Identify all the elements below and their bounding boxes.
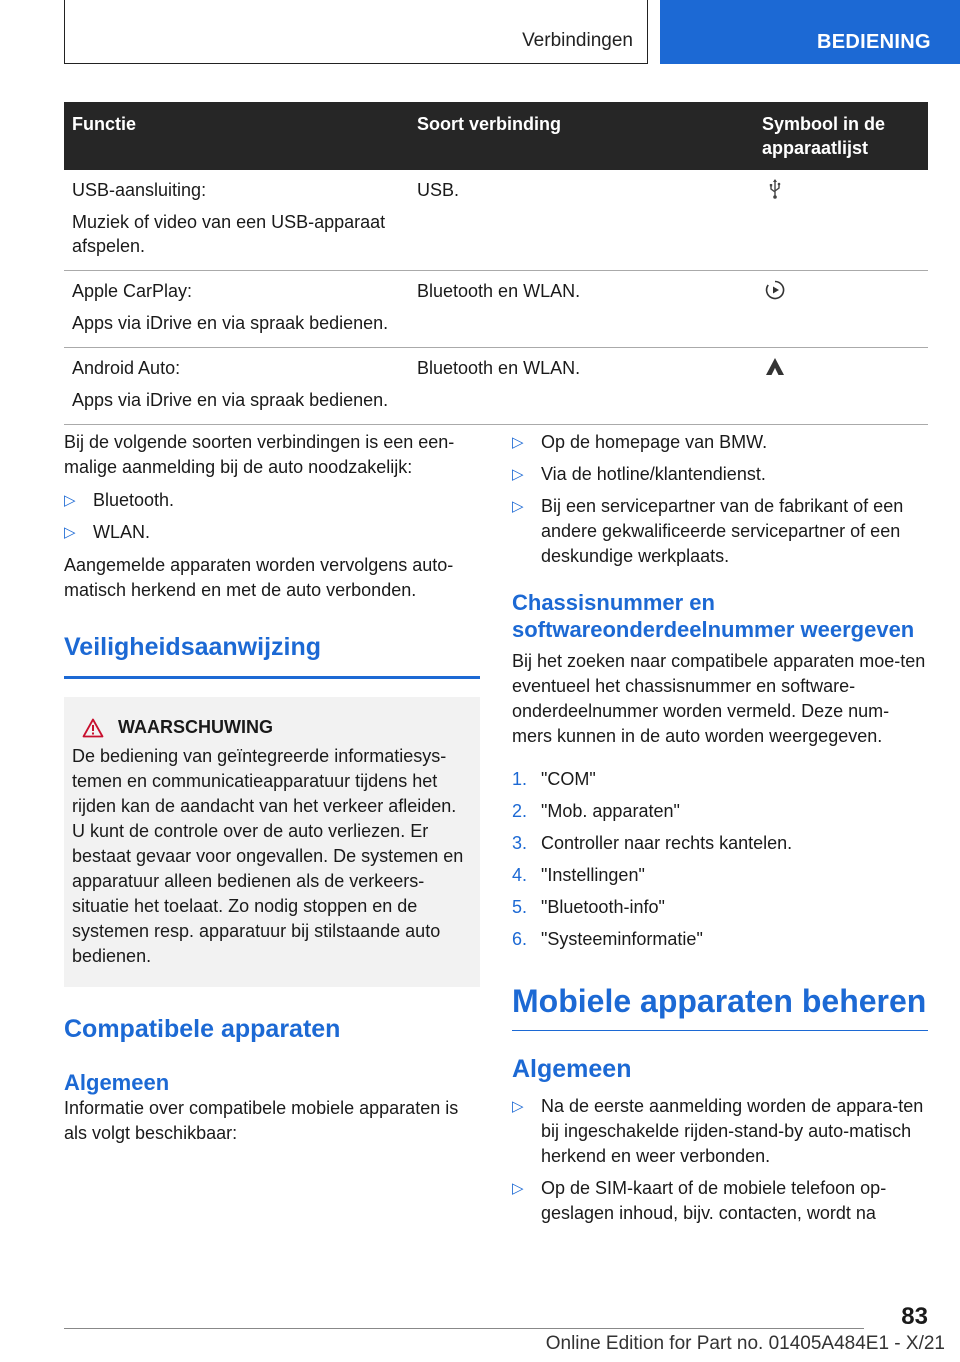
- header-section-box: [64, 0, 648, 64]
- list-item-text: Bluetooth.: [93, 490, 175, 510]
- list-item: [512, 895, 928, 920]
- chassis-paragraph: Bij het zoeken naar compatibele apparaten moe-ten eventueel het chassisnummer en software-onderdeelnummer worden vermeld. Deze num-mers kunnen in de auto worden weergegeven.: [512, 651, 926, 746]
- warning-text: De bediening van geïntegreerde informatiesys-temen en communicatieapparatuur tijdens het rijden kan de aandacht van het verkeer afleiden. U kunt de controle over de auto verliezen. Er bestaat gevaar voor ongevallen. De systemen en apparatuur alleen bedienen als de verkeers-situatie het toelaat. Zo nodig stoppen en de systemen resp. apparatuur bij stilstaande auto bedienen.: [72, 746, 464, 966]
- list-item: [512, 863, 928, 888]
- list-item: [512, 767, 928, 792]
- compat-heading: Compatibele apparaten: [64, 1015, 341, 1043]
- list-item: [512, 927, 928, 952]
- triangle-bullet-icon: ▷: [512, 1180, 524, 1197]
- table-cell-symbol: [754, 271, 928, 348]
- footer-divider: [64, 1328, 864, 1329]
- step-text: Controller naar rechts kantelen.: [541, 833, 793, 853]
- table-header-cell: Soort verbinding: [409, 102, 754, 170]
- header-chapter-title: BEDIENING: [817, 31, 931, 53]
- step-text: "Mob. apparaten": [541, 801, 680, 821]
- manage-heading: Mobiele apparaten beheren: [512, 982, 928, 1031]
- table-header-cell: Symbool in de apparaatlijst: [754, 102, 928, 170]
- table-cell-function: [64, 348, 409, 425]
- triangle-bullet-icon: ▷: [512, 434, 524, 451]
- list-item: [512, 831, 928, 856]
- header-section-title: Verbindingen: [522, 30, 633, 51]
- table-cell-type: Bluetooth en WLAN.: [409, 348, 754, 425]
- warning-box: [64, 697, 480, 987]
- list-item: [512, 462, 928, 487]
- step-number: 1.: [512, 769, 528, 789]
- info-source-list: [512, 430, 928, 569]
- triangle-bullet-icon: ▷: [64, 524, 76, 541]
- list-item: [512, 430, 928, 455]
- triangle-bullet-icon: ▷: [64, 492, 76, 509]
- carplay-icon: [764, 279, 786, 301]
- triangle-bullet-icon: ▷: [512, 466, 524, 483]
- table-header-row: [64, 102, 928, 170]
- list-item: [64, 488, 480, 513]
- step-text: "COM": [541, 769, 596, 789]
- chassis-heading: Chassisnummer en softwareonderdeelnummer weergeven: [512, 590, 915, 642]
- manage-general-heading: Algemeen: [512, 1055, 632, 1083]
- intro-paragraph: Bij de volgende soorten verbindingen is een een-malige aanmelding bij de auto noodzakelijk:: [64, 432, 455, 477]
- step-text: "Systeeminformatie": [541, 929, 703, 949]
- table-row: [64, 348, 928, 425]
- table-cell-function: [64, 170, 409, 271]
- table-header-cell: Functie: [64, 102, 409, 170]
- table-row: [64, 271, 928, 348]
- connection-table: [64, 102, 928, 425]
- general-heading: Algemeen: [64, 1070, 170, 1095]
- manage-list: [512, 1094, 928, 1226]
- function-desc: Apps via iDrive en via spraak bedienen.: [72, 313, 389, 333]
- footer-edition: Online Edition for Part no. 01405A484E1 - X/21: [545, 1333, 945, 1354]
- steps-list: [512, 767, 928, 952]
- list-item-text: WLAN.: [93, 522, 151, 542]
- table-cell-function: [64, 271, 409, 348]
- table-cell-type: Bluetooth en WLAN.: [409, 271, 754, 348]
- step-number: 4.: [512, 865, 528, 885]
- list-item-text: Na de eerste aanmelding worden de appara-ten bij ingeschakelde rijden-stand-by auto-matisch herkend en weer verbonden.: [541, 1096, 924, 1166]
- list-item-text: Op de homepage van BMW.: [541, 432, 768, 452]
- table-cell-type: USB.: [409, 170, 754, 271]
- header-chapter-tab: [660, 0, 960, 64]
- table-cell-symbol: [754, 170, 928, 271]
- after-paragraph: Aangemelde apparaten worden vervolgens auto-matisch herkend en met de auto verbonden.: [64, 555, 454, 600]
- list-item: [512, 494, 928, 569]
- table-cell-symbol: [754, 348, 928, 425]
- step-text: "Instellingen": [541, 865, 645, 885]
- triangle-bullet-icon: ▷: [512, 1098, 524, 1115]
- list-item-text: Bij een servicepartner van de fabrikant of een andere gekwalificeerde servicepartner of een deskundige werkplaats.: [541, 496, 904, 566]
- general-paragraph: Informatie over compatibele mobiele apparaten is als volgt beschikbaar:: [64, 1098, 459, 1143]
- step-number: 3.: [512, 833, 528, 853]
- warning-label: WAARSCHUWING: [118, 717, 273, 737]
- step-number: 6.: [512, 929, 528, 949]
- function-title: USB-aansluiting:: [72, 180, 207, 200]
- list-item-text: Via de hotline/klantendienst.: [541, 464, 766, 484]
- table-row: [64, 170, 928, 271]
- function-desc: Apps via iDrive en via spraak bedienen.: [72, 390, 389, 410]
- list-item: [512, 1176, 928, 1226]
- function-desc: Muziek of video van een USB-apparaat afspelen.: [72, 212, 386, 256]
- left-column: [64, 430, 480, 1154]
- connection-type-list: [64, 488, 480, 545]
- function-title: Apple CarPlay:: [72, 281, 193, 301]
- right-column: [512, 430, 928, 1234]
- list-item: [512, 1094, 928, 1169]
- warning-title: [72, 715, 472, 740]
- step-number: 2.: [512, 801, 528, 821]
- safety-heading: Veiligheidsaanwijzing: [64, 633, 480, 679]
- list-item: [64, 520, 480, 545]
- warning-icon: [82, 718, 104, 738]
- android-auto-icon: [764, 356, 786, 378]
- list-item: [512, 799, 928, 824]
- function-title: Android Auto:: [72, 358, 181, 378]
- page-number: 83: [901, 1303, 928, 1330]
- triangle-bullet-icon: ▷: [512, 498, 524, 515]
- step-text: "Bluetooth-info": [541, 897, 665, 917]
- list-item-text: Op de SIM-kaart of de mobiele telefoon op-geslagen inhoud, bijv. contacten, wordt na: [541, 1178, 887, 1223]
- usb-icon: [764, 178, 786, 200]
- step-number: 5.: [512, 897, 528, 917]
